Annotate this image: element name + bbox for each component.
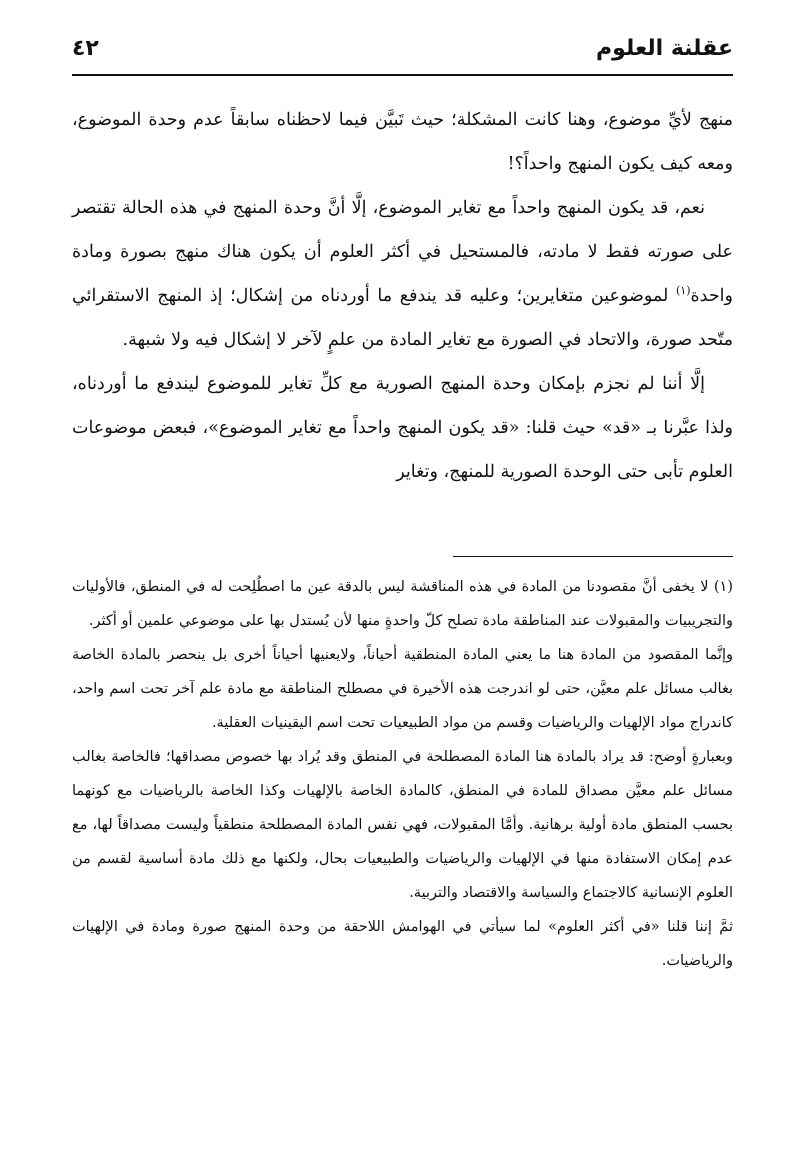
- paragraph-2-part-1: نعم، قد يكون المنهج واحداً مع تغاير الموضوع، إلَّا أنَّ وحدة المنهج في هذه الحالة تقتصر على صورته فقط لا مادته، فالمستحيل في أكثر العلوم أن يكون هناك منهج بصورة ومادة واحدة: [72, 198, 733, 306]
- footnote-1-continued-c: ثمَّ إننا قلنا «في أكثر العلوم» لما سيأتي في الهوامش اللاحقة من وحدة المنهج صورة ومادة في الإلهيات والرياضيات.: [72, 919, 733, 969]
- footnote-1: (١) لا يخفى أنَّ مقصودنا من المادة في هذه المناقشة ليس بالدقة عين ما اصطُلِحت له في المنطق، فالأوليات والتجريبيات والمقبولات عند المناطقة مادة تصلح كلّ واحدةٍ منها لأن يُستدل بها على موضوعي علمين أو أكثر.: [72, 579, 733, 629]
- footnote-divider: [453, 556, 733, 557]
- running-title: عقلنة العلوم: [596, 35, 733, 61]
- header-divider: [72, 74, 733, 76]
- paragraph-2-part-2: لموضوعين متغايرين؛ وعليه قد يندفع ما أوردناه من إشكال؛ إذ المنهج الاستقرائي متّحد صورة، والاتحاد في الصورة مع تغاير المادة من علمٍ لآخر لا إشكال فيه ولا شبهة.: [72, 286, 733, 350]
- paragraph-2: [72, 186, 733, 362]
- page-header: [72, 28, 733, 68]
- page-number: ٤٢: [72, 35, 99, 61]
- footnote-marker-1: (١): [675, 284, 691, 298]
- footnote-1-continued-b: وبعبارةٍ أوضح: قد يراد بالمادة هنا المادة المصطلحة في المنطق وقد يُراد بها خصوص مصداقها؛ فالخاصة بغالب مسائل علم معيَّن مصداق للمادة في المنطق، كالمادة الخاصة بالإلهيات وكذا الخاصة بالرياضيات مع كونهما بحسب المنطق مادة أولية برهانية. وأمَّا المقبولات، فهي نفس المادة المصطلحة منطقياً وليست مصداقاً لها، مع عدم إمكان الاستفادة منها في الإلهيات والرياضيات والطبيعيات بحال، ولكنها مع ذلك مادة أساسية لقسم من العلوم الإنسانية كالاجتماع والسياسة والاقتصاد والتربية.: [72, 749, 733, 901]
- main-text: [72, 98, 733, 494]
- footnote-1-continued-a: وإنَّما المقصود من المادة هنا ما يعني المادة المنطقية أحياناً، ولايعنيها أحياناً أخرى بل ينحصر بالمادة الخاصة بغالب مسائل علم معيَّن، حتى لو اندرجت هذه الأخيرة في مصطلح المناطقة مع مادة علم آخر تحت اسم واحد، كاندراج مواد الإلهيات والرياضيات وقسم من مواد الطبيعيات تحت اسم اليقينيات العقلية.: [72, 647, 733, 731]
- footnotes: [72, 570, 733, 978]
- paragraph-1: منهج لأيِّ موضوع، وهنا كانت المشكلة؛ حيث تَبيَّن فيما لاحظناه سابقاً عدم وحدة الموضوع، ومعه كيف يكون المنهج واحداً؟!: [72, 110, 733, 174]
- paragraph-3: إلَّا أننا لم نجزم بإمكان وحدة المنهج الصورية مع كلِّ تغاير للموضوع ليندفع ما أوردناه، ولذا عبَّرنا بـ «قد» حيث قلنا: «قد يكون المنهج واحداً مع تغاير الموضوع»، فبعض موضوعات العلوم تأبى حتى الوحدة الصورية للمنهج، وتغاير: [72, 374, 733, 482]
